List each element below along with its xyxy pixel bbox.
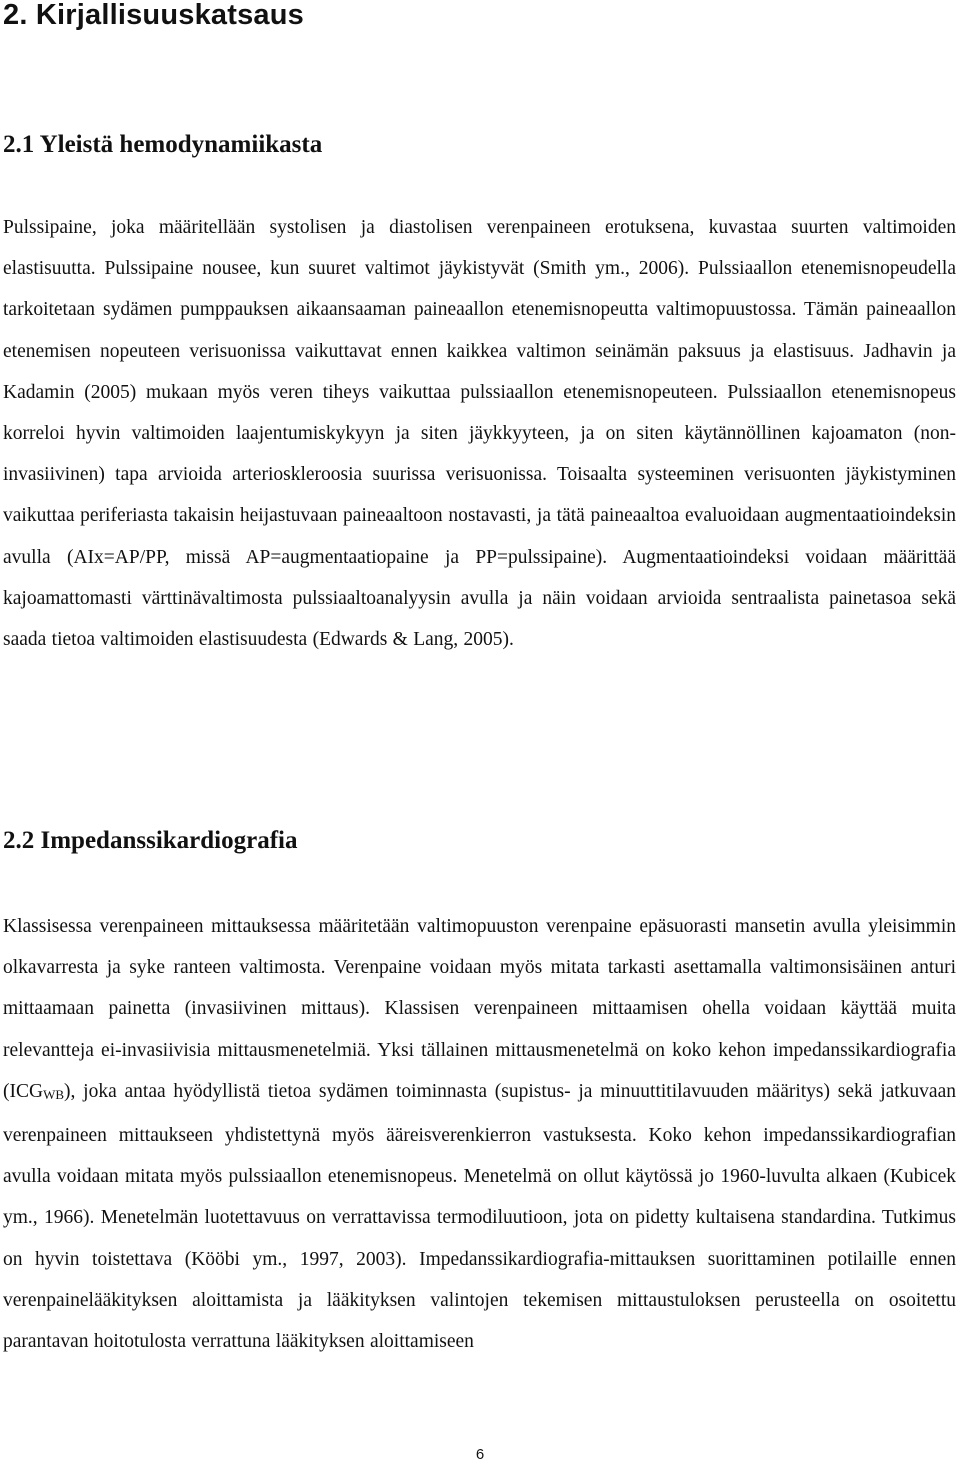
chapter-heading: 2. Kirjallisuuskatsaus [3,0,304,31]
paragraph-text-after-subscript: ), joka antaa hyödyllistä tietoa sydämen toiminnasta (supistus- ja minuuttitilavuuden määritys) sekä jatkuvaan verenpaineen mittaukseen yhdistettynä myös ääreisverenkierron vastuksesta. Koko kehon impedanssikardiografian avulla voidaan mitata myös pulssiaallon etenemisnopeus. Menetelmä on ollut käytössä jo 1960-luvulta alkaen (Kubicek ym., 1966). Menetelmän luotettavuus on verrattavissa termodiluutioon, jota on pidetty kultaisena standardina. Tutkimus on hyvin toistettava (Kööbi ym., 1997, 2003). Impedanssikardiografia-mittauksen suorittaminen potilaille ennen verenpainelääkityksen aloittamista ja lääkityksen valintojen tekemisen mittaustuloksen perusteella on osoitettu parantavan hoitotulosta verrattuna lääkityksen aloittamiseen [3,1080,956,1353]
body-paragraph-impedance-cardiography [3,906,956,1362]
subscript-wb: WB [43,1086,65,1102]
body-paragraph-hemodynamics: Pulssipaine, joka määritellään systolisen ja diastolisen verenpaineen erotuksena, kuvastaa suurten valtimoiden elastisuutta. Pulssipaine nousee, kun suuret valtimot jäykistyvät (Smith ym., 2006). Pulssiaallon etenemisnopeudella tarkoitetaan sydämen pumppauksen aikaansaaman paineaallon etenemisnopeutta valtimopuustossa. Tämän paineaallon etenemisen nopeuteen verisuonissa vaikuttavat ennen kaikkea valtimon seinämän paksuus ja elastisuus. Jadhavin ja Kadamin (2005) mukaan myös veren tiheys vaikuttaa pulssiaallon etenemisnopeuteen. Pulssiaallon etenemisnopeus korreloi hyvin valtimoiden laajentumiskykyyn ja siten jäykkyyteen, ja on siten käytännöllinen kajoamaton (non-invasiivinen) tapa arvioida arterioskleroosia suurissa verisuonissa. Toisaalta systeeminen verisuonten jäykistyminen vaikuttaa periferiasta takaisin heijastuvaan paineaaltoon nostavasti, ja tätä paineaaltoa evaluoidaan augmentaatioindeksin avulla (AIx=AP/PP, missä AP=augmentaatiopaine ja PP=pulssipaine). Augmentaatioindeksi voidaan määrittää kajoamattomasti värttinävaltimosta pulssiaaltoanalyysin avulla ja näin voidaan arvioida sentraalista painetasoa sekä saada tietoa valtimoiden elastisuudesta (Edwards & Lang, 2005). [3,217,956,651]
section-heading-general-hemodynamics: 2.1 Yleistä hemodynamiikasta [3,131,323,158]
section-heading-impedance-cardiography: 2.2 Impedanssikardiografia [3,827,298,854]
paragraph-text-before-subscript: Klassisessa verenpaineen mittauksessa määritetään valtimopuuston verenpaine epäsuorasti mansetin avulla yleisimmin olkavarresta ja syke ranteen valtimosta. Verenpaine voidaan myös mitata tarkasti asettamalla valtimonsisäinen anturi mittaamaan painetta (invasiivinen mittaus). Klassisen verenpaineen mittaamisen ohella voidaan käyttää muita relevantteja ei-invasiivisia mittausmenetelmiä. Yksi tällainen mittausmenetelmä on koko kehon impedanssikardiografia (ICG [3,916,956,1102]
page-number: 6 [475,1446,485,1463]
